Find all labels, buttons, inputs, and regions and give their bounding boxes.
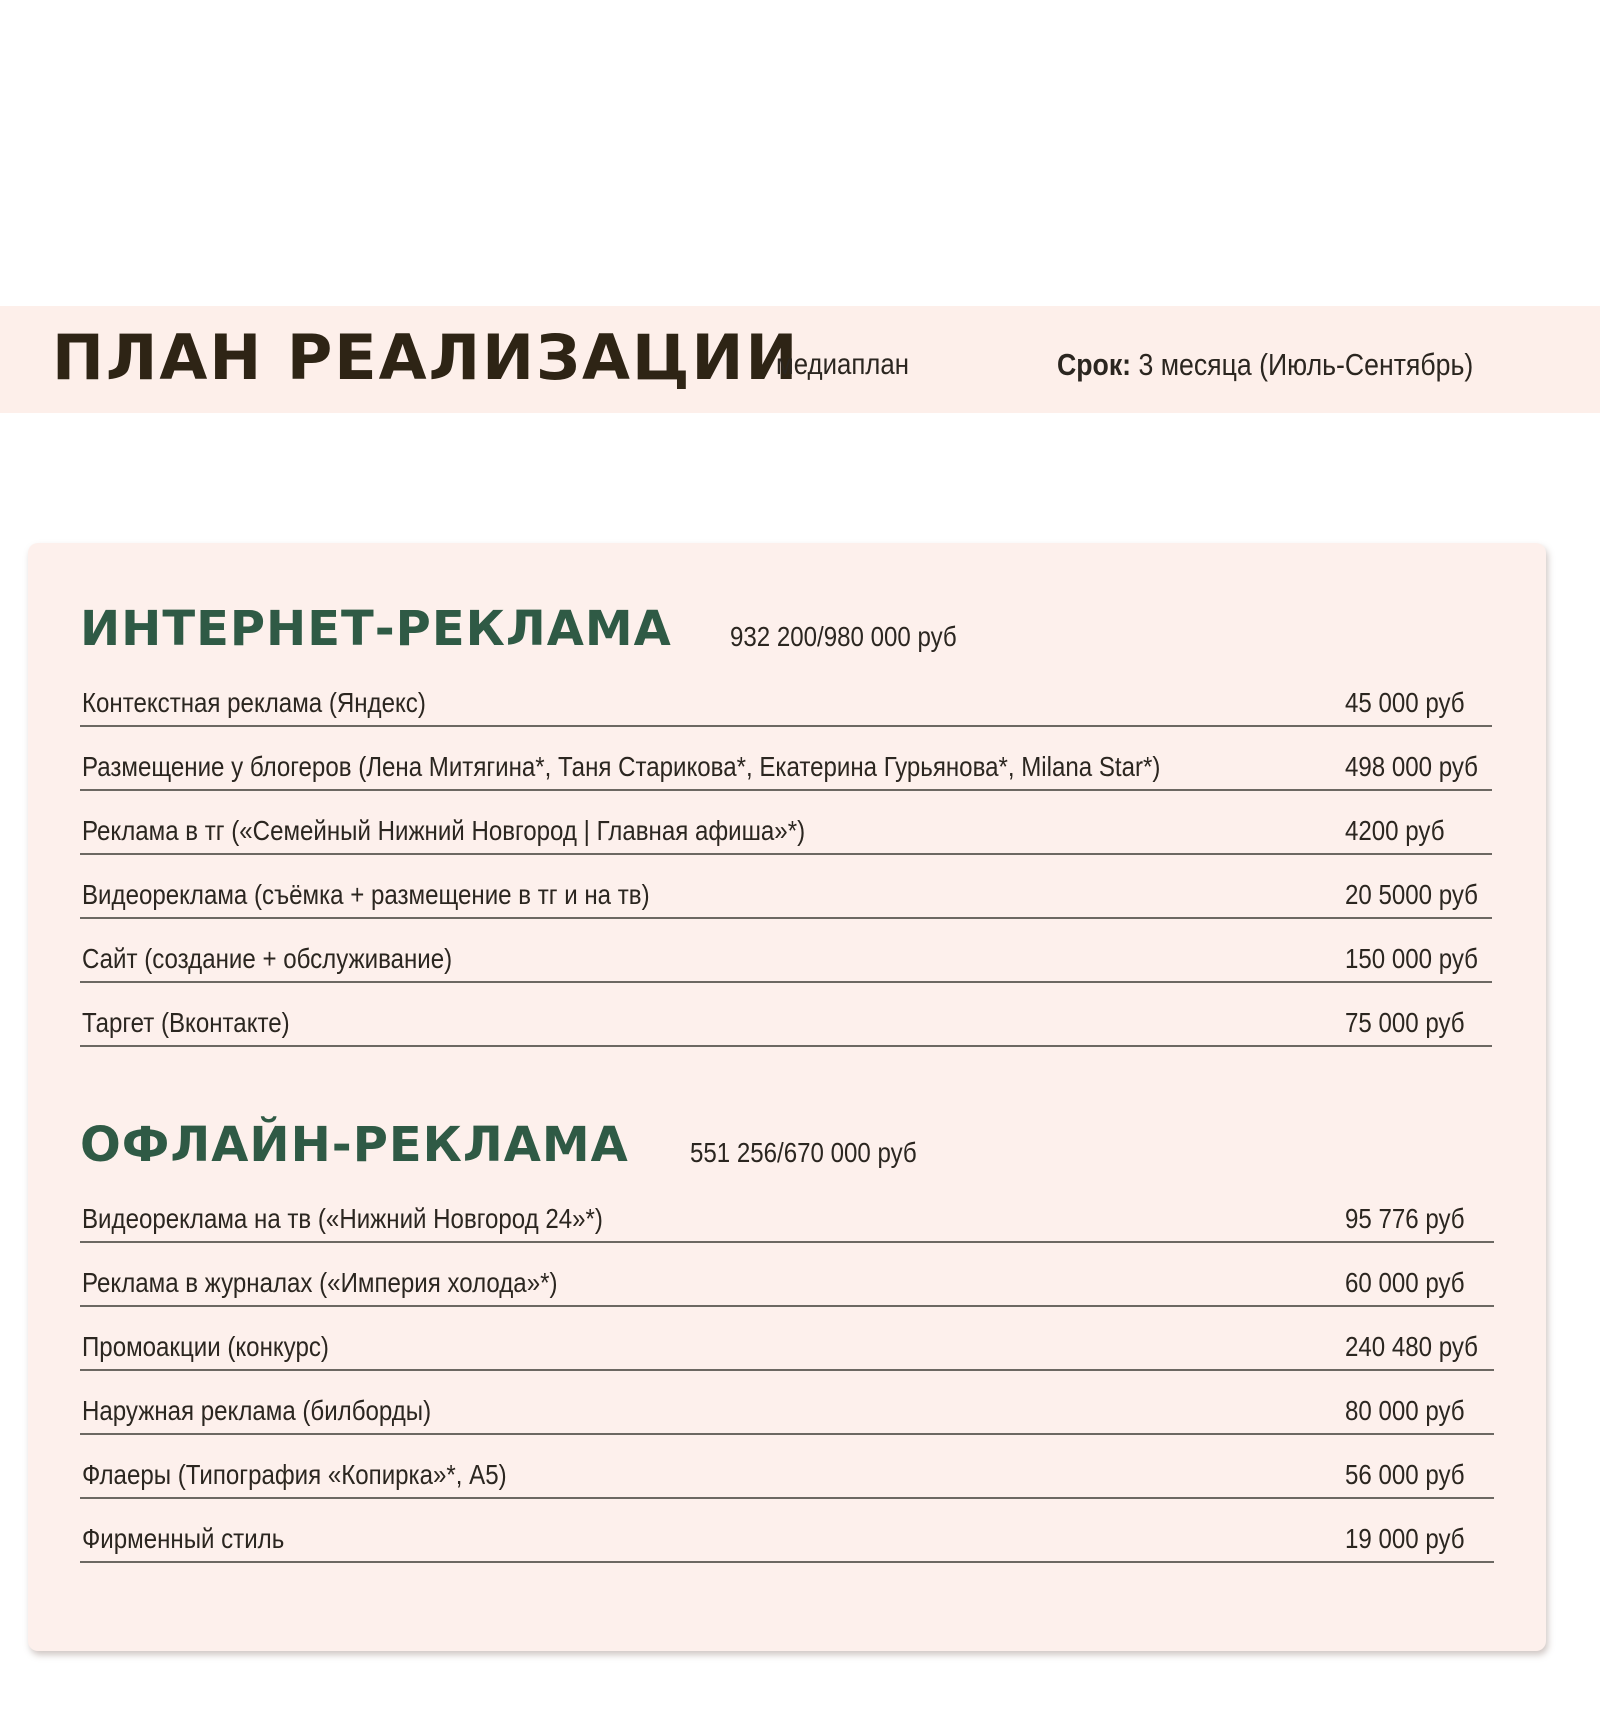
section-budget: 551 256/670 000 руб: [690, 1137, 917, 1168]
list-item: [80, 727, 1492, 791]
item-price: 240 480 руб: [1345, 1331, 1478, 1362]
item-label: Промоакции (конкурс): [82, 1331, 329, 1362]
list-item: [80, 919, 1492, 983]
item-label: Видеореклама на тв («Нижний Новгород 24»*): [82, 1203, 603, 1234]
item-label: Реклама в тг («Семейный Нижний Новгород | Главная афиша»*): [82, 815, 806, 846]
section-title: ИНТЕРНЕТ-РЕКЛАМА: [80, 601, 672, 657]
list-item: [80, 1435, 1494, 1499]
list-item: [80, 1499, 1494, 1563]
media-plan-card: [28, 543, 1546, 1651]
item-list: [80, 1179, 1494, 1563]
term-value: 3 месяца (Июль-Сентябрь): [1131, 347, 1474, 382]
list-item: [80, 791, 1492, 855]
item-price: 150 000 руб: [1345, 943, 1478, 974]
list-item: [80, 983, 1492, 1047]
page-title: ПЛАН РЕАЛИЗАЦИИ: [52, 321, 800, 394]
list-item: [80, 855, 1492, 919]
list-item: [80, 1179, 1494, 1243]
item-label: Наружная реклама (билборды): [82, 1395, 432, 1426]
page-subtitle: медиаплан: [776, 348, 909, 381]
item-price: 60 000 руб: [1345, 1267, 1465, 1298]
section-budget: 932 200/980 000 руб: [730, 621, 957, 652]
list-item: [80, 663, 1492, 727]
item-price: 56 000 руб: [1345, 1459, 1465, 1490]
item-price: 45 000 руб: [1345, 687, 1465, 718]
section-title: ОФЛАЙН-РЕКЛАМА: [80, 1117, 629, 1173]
item-price: 498 000 руб: [1345, 751, 1478, 782]
item-label: Таргет (Вконтакте): [82, 1007, 290, 1038]
item-label: Размещение у блогеров (Лена Митягина*, Таня Старикова*, Екатерина Гурьянова*, Milana Star*): [82, 751, 1161, 782]
item-label: Реклама в журналах («Империя холода»*): [82, 1267, 558, 1298]
item-list: [80, 663, 1492, 1047]
item-label: Сайт (создание + обслуживание): [82, 943, 453, 974]
term-label: Срок:: [1057, 347, 1132, 382]
list-item: [80, 1243, 1494, 1307]
item-price: 19 000 руб: [1345, 1523, 1465, 1554]
item-label: Флаеры (Типография «Копирка»*, А5): [82, 1459, 507, 1490]
item-label: Контекстная реклама (Яндекс): [82, 687, 426, 718]
term: [1057, 345, 1473, 385]
item-price: 95 776 руб: [1345, 1203, 1465, 1234]
list-item: [80, 1371, 1494, 1435]
item-label: Видеореклама (съёмка + размещение в тг и на тв): [82, 879, 650, 910]
item-price: 4200 руб: [1345, 815, 1445, 846]
item-price: 80 000 руб: [1345, 1395, 1465, 1426]
item-price: 75 000 руб: [1345, 1007, 1465, 1038]
list-item: [80, 1307, 1494, 1371]
item-label: Фирменный стиль: [82, 1523, 285, 1554]
item-price: 20 5000 руб: [1345, 879, 1478, 910]
